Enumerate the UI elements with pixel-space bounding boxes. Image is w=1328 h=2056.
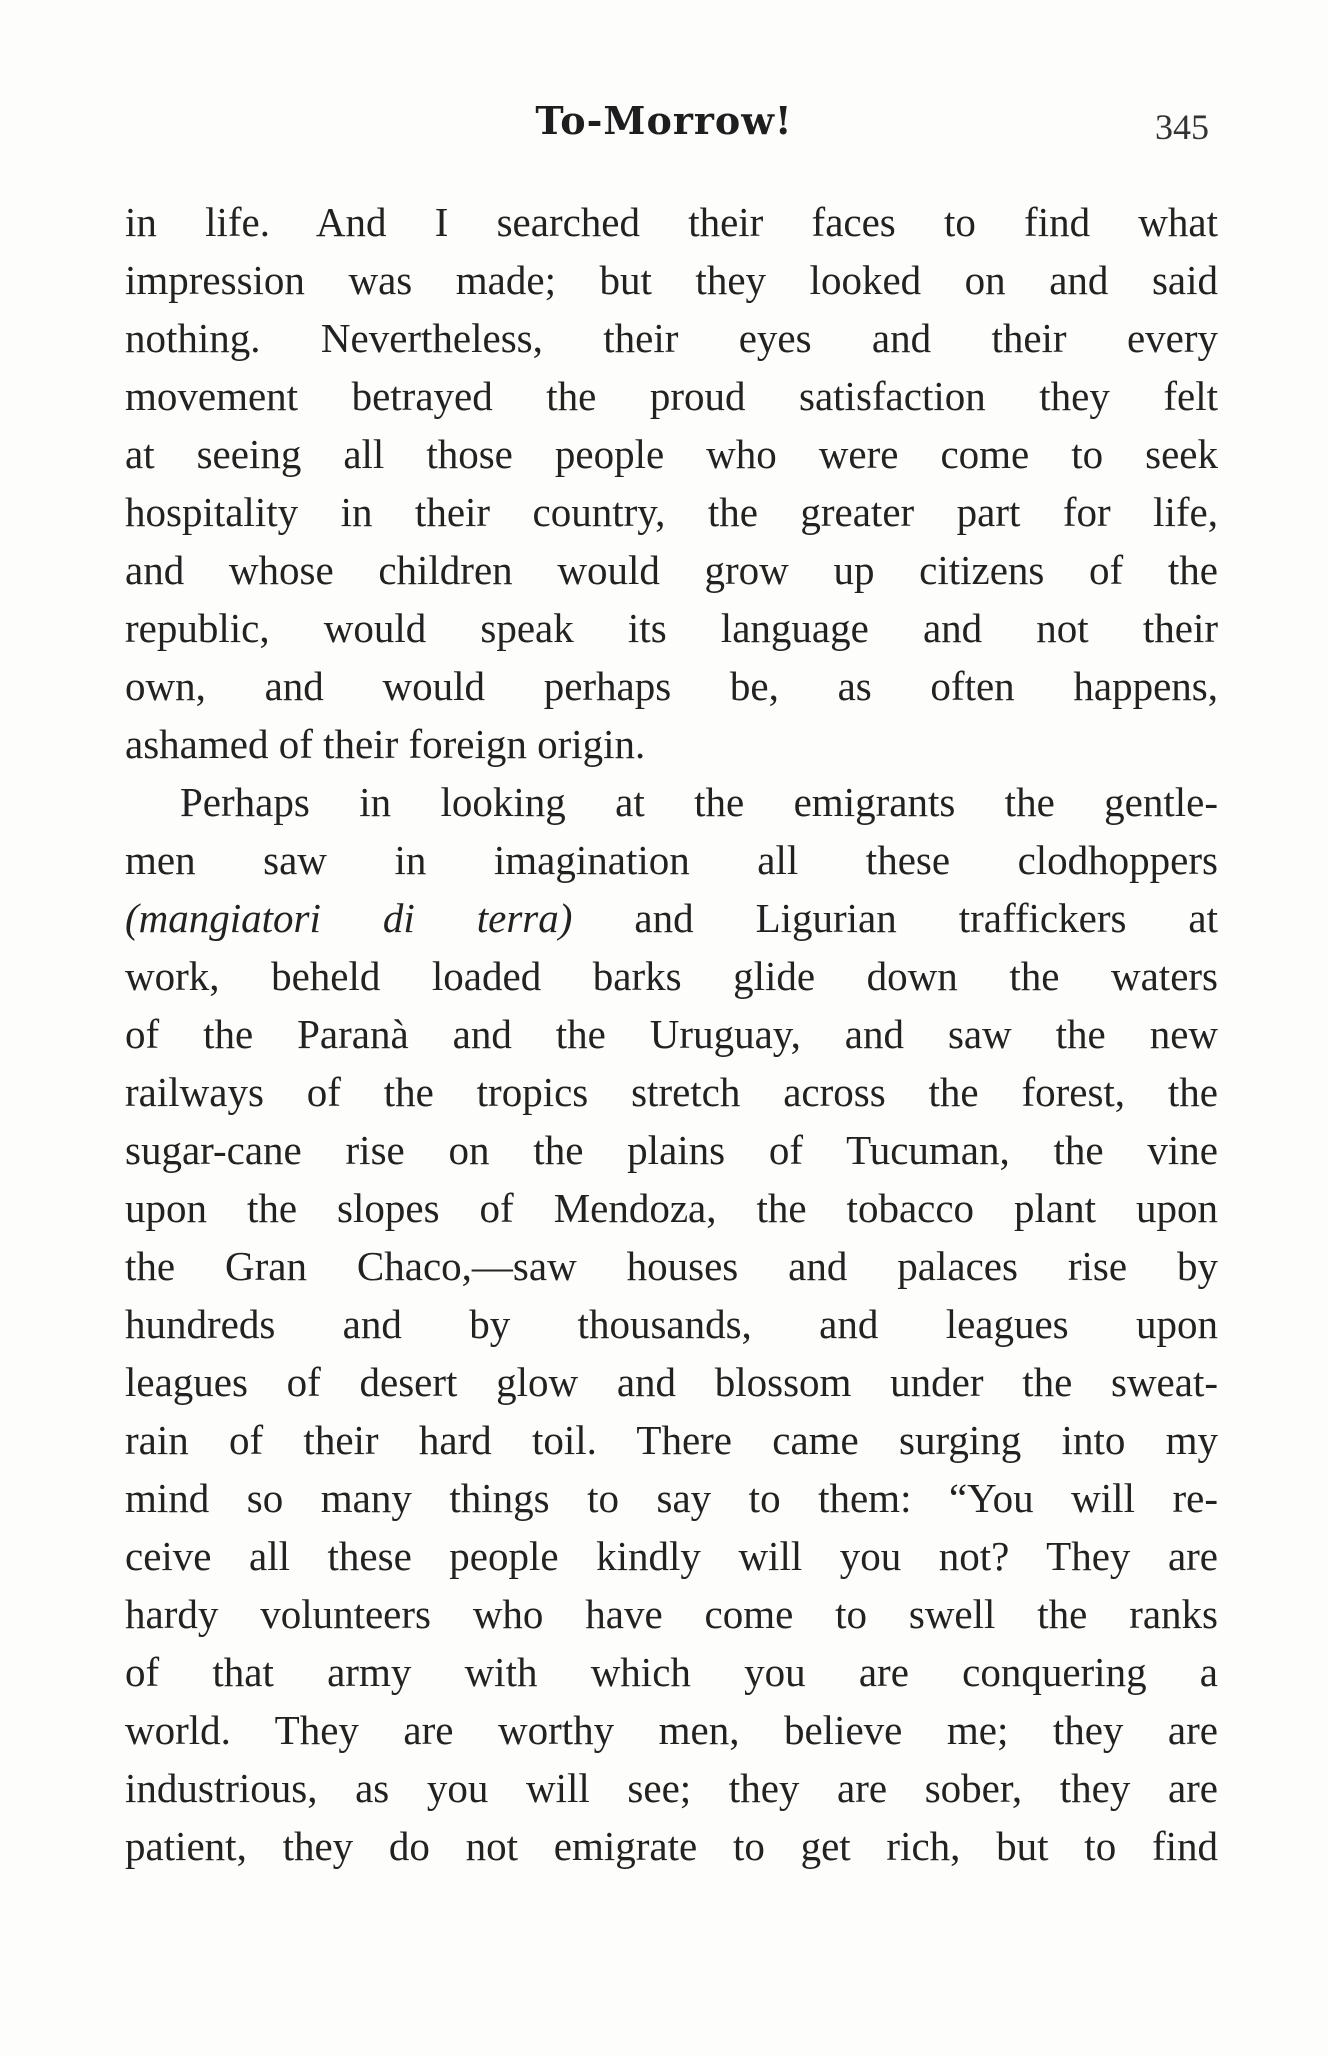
text-line-remainder: and Ligurian traffickers at	[634, 895, 1218, 941]
text-line: sugar-cane rise on the plains of Tucuman, the vine	[125, 1127, 1218, 1173]
text-line: republic, would speak its language and not their	[125, 605, 1218, 651]
text-line: the Gran Chaco,—saw houses and palaces rise by	[125, 1243, 1218, 1289]
text-line: patient, they do not emigrate to get rich, but to find	[125, 1823, 1218, 1869]
text-line: upon the slopes of Mendoza, the tobacco plant upon	[125, 1185, 1218, 1231]
text-line-with-italic	[125, 889, 1218, 947]
text-line: and whose children would grow up citizens of the	[125, 547, 1218, 593]
text-line: hardy volunteers who have come to swell the ranks	[125, 1591, 1218, 1637]
running-title: To-Morrow!	[535, 98, 793, 143]
text-line: ceive all these people kindly will you not? They are	[125, 1533, 1218, 1579]
text-line: of the Paranà and the Uruguay, and saw the new	[125, 1011, 1218, 1057]
text-line: in life. And I searched their faces to find what	[125, 199, 1218, 245]
paragraph-first-line: Perhaps in looking at the emigrants the gentle-	[180, 779, 1218, 825]
text-line: mind so many things to say to them: “You will re-	[125, 1475, 1218, 1521]
italic-phrase: (mangiatori di terra)	[125, 895, 573, 941]
text-line: railways of the tropics stretch across the forest, the	[125, 1069, 1218, 1115]
text-line: rain of their hard toil. There came surging into my	[125, 1417, 1218, 1463]
text-line: movement betrayed the proud satisfaction they felt	[125, 373, 1218, 419]
text-line: own, and would perhaps be, as often happens,	[125, 663, 1218, 709]
text-line: at seeing all those people who were come to seek	[125, 431, 1218, 477]
text-line: of that army with which you are conquering a	[125, 1649, 1218, 1695]
text-line: impression was made; but they looked on and said	[125, 257, 1218, 303]
text-line: hundreds and by thousands, and leagues upon	[125, 1301, 1218, 1347]
text-line: hospitality in their country, the greater part for life,	[125, 489, 1218, 535]
text-line: industrious, as you will see; they are sober, they are	[125, 1765, 1218, 1811]
page-number: 345	[1155, 107, 1209, 147]
running-head	[0, 98, 1328, 148]
text-line: men saw in imagination all these clodhoppers	[125, 837, 1218, 883]
text-line: ashamed of their foreign origin.	[125, 721, 646, 767]
body-text	[125, 193, 1218, 1875]
text-line: leagues of desert glow and blossom under the sweat-	[125, 1359, 1218, 1405]
text-line: nothing. Nevertheless, their eyes and their every	[125, 315, 1218, 361]
text-line: work, beheld loaded barks glide down the waters	[125, 953, 1218, 999]
text-line: world. They are worthy men, believe me; they are	[125, 1707, 1218, 1753]
